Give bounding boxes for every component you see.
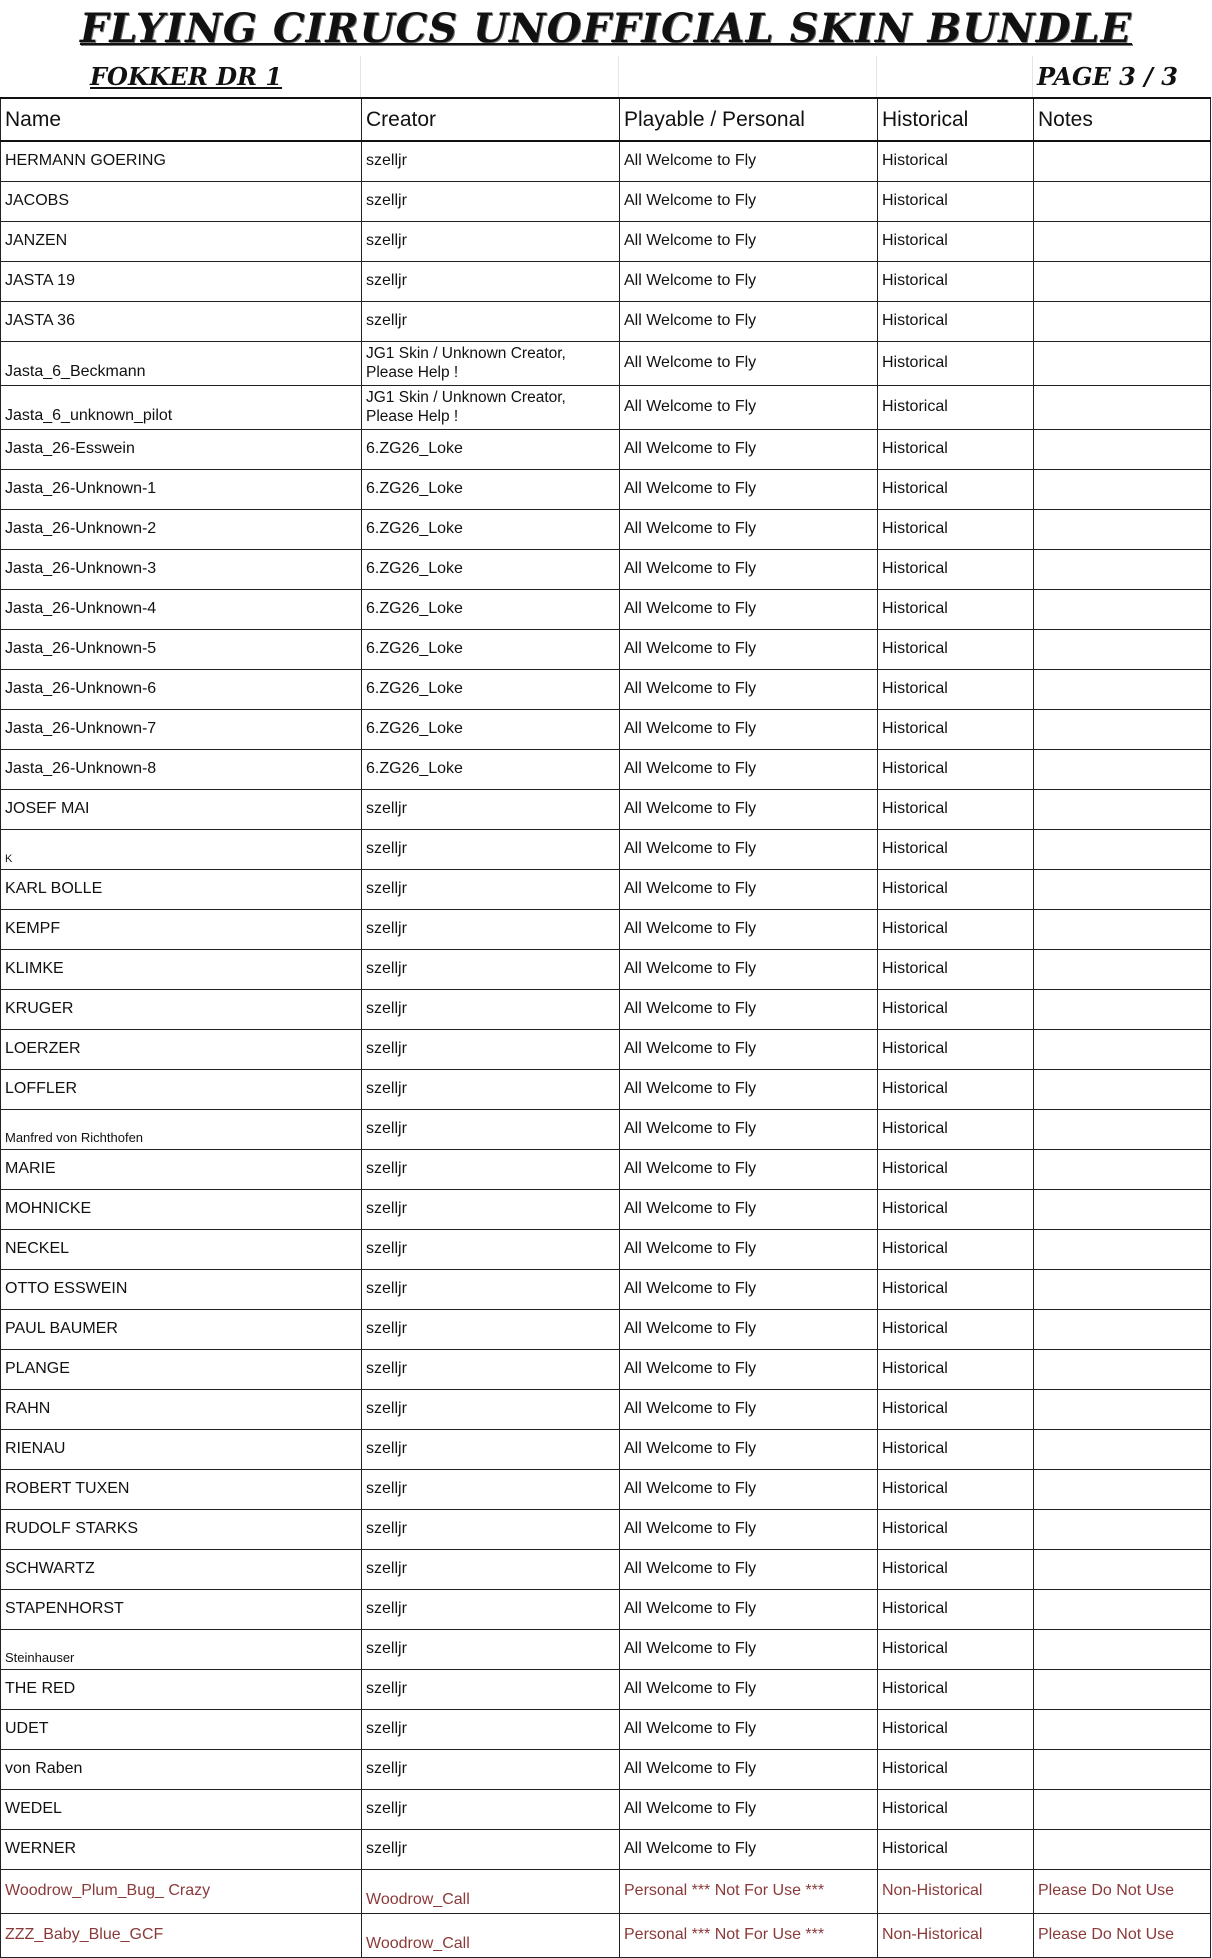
cell-notes: [1034, 1829, 1211, 1869]
cell-notes: [1034, 1749, 1211, 1789]
cell-creator: 6.ZG26_Loke: [362, 549, 620, 589]
cell-creator: Woodrow_Call: [362, 1869, 620, 1913]
cell-name: WEDEL: [1, 1789, 362, 1829]
cell-notes: [1034, 301, 1211, 341]
cell-notes: [1034, 1109, 1211, 1149]
cell-creator: szelljr: [362, 301, 620, 341]
cell-creator: szelljr: [362, 141, 620, 181]
table-row: [1, 1709, 1211, 1749]
cell-notes: [1034, 709, 1211, 749]
cell-notes: [1034, 1029, 1211, 1069]
cell-notes: [1034, 1149, 1211, 1189]
table-row: [1, 1429, 1211, 1469]
table-row: [1, 1829, 1211, 1869]
cell-playable: All Welcome to Fly: [620, 549, 878, 589]
table-row: [1, 669, 1211, 709]
cell-historical: Historical: [878, 1389, 1034, 1429]
cell-historical: Historical: [878, 669, 1034, 709]
cell-historical: Historical: [878, 709, 1034, 749]
subheader-cell: [361, 56, 619, 98]
aircraft-name: FOKKER DR 1: [90, 62, 283, 91]
cell-name: Jasta_26-Unknown-3: [1, 549, 362, 589]
table-row: [1, 1669, 1211, 1709]
table-row: [1, 1629, 1211, 1669]
cell-creator: Woodrow_Call: [362, 1913, 620, 1957]
cell-playable: All Welcome to Fly: [620, 869, 878, 909]
cell-historical: Historical: [878, 1309, 1034, 1349]
table-row: [1, 1789, 1211, 1829]
cell-name: Woodrow_Plum_Bug_ Crazy: [1, 1869, 362, 1913]
cell-creator: 6.ZG26_Loke: [362, 469, 620, 509]
table-row: [1, 949, 1211, 989]
cell-playable: All Welcome to Fly: [620, 1069, 878, 1109]
cell-notes: [1034, 429, 1211, 469]
cell-historical: Historical: [878, 385, 1034, 429]
cell-name: Jasta_26-Unknown-6: [1, 669, 362, 709]
cell-creator: szelljr: [362, 909, 620, 949]
cell-name: KEMPF: [1, 909, 362, 949]
table-row: [1, 1509, 1211, 1549]
cell-name: ZZZ_Baby_Blue_GCF: [1, 1913, 362, 1957]
cell-historical: Historical: [878, 949, 1034, 989]
table-row: [1, 909, 1211, 949]
table-row: [1, 1109, 1211, 1149]
cell-playable: All Welcome to Fly: [620, 629, 878, 669]
cell-historical: Historical: [878, 1669, 1034, 1709]
cell-historical: Historical: [878, 221, 1034, 261]
table-row: [1, 429, 1211, 469]
table-row: [1, 301, 1211, 341]
cell-notes: [1034, 509, 1211, 549]
subheader-cell: [877, 56, 1033, 98]
column-header-playable: Playable / Personal: [620, 98, 878, 141]
cell-name: Jasta_26-Unknown-5: [1, 629, 362, 669]
cell-name: K: [1, 829, 362, 869]
cell-playable: All Welcome to Fly: [620, 989, 878, 1029]
table-row: [1, 261, 1211, 301]
cell-notes: [1034, 669, 1211, 709]
cell-playable: All Welcome to Fly: [620, 749, 878, 789]
cell-notes: [1034, 181, 1211, 221]
table-row: [1, 1029, 1211, 1069]
column-header-name: Name: [1, 98, 362, 141]
cell-notes: [1034, 1509, 1211, 1549]
table-row: [1, 141, 1211, 181]
cell-notes: [1034, 1709, 1211, 1749]
cell-playable: All Welcome to Fly: [620, 1269, 878, 1309]
cell-historical: Historical: [878, 1709, 1034, 1749]
table-row: [1, 749, 1211, 789]
cell-notes: [1034, 829, 1211, 869]
cell-creator: 6.ZG26_Loke: [362, 509, 620, 549]
cell-name: PLANGE: [1, 1349, 362, 1389]
table-row: [1, 789, 1211, 829]
cell-historical: Historical: [878, 1509, 1034, 1549]
table-row: [1, 1469, 1211, 1509]
table-row: [1, 549, 1211, 589]
table-row: [1, 1869, 1211, 1913]
cell-name: Jasta_26-Unknown-7: [1, 709, 362, 749]
cell-creator: szelljr: [362, 1789, 620, 1829]
cell-playable: All Welcome to Fly: [620, 141, 878, 181]
cell-name: Jasta_26-Unknown-4: [1, 589, 362, 629]
table-row: [1, 869, 1211, 909]
cell-creator: 6.ZG26_Loke: [362, 709, 620, 749]
cell-historical: Historical: [878, 509, 1034, 549]
cell-playable: All Welcome to Fly: [620, 261, 878, 301]
cell-notes: [1034, 261, 1211, 301]
cell-historical: Historical: [878, 1549, 1034, 1589]
cell-historical: Historical: [878, 1069, 1034, 1109]
cell-historical: Historical: [878, 181, 1034, 221]
table-header-row: [1, 98, 1211, 141]
cell-creator: szelljr: [362, 1709, 620, 1749]
table-row: [1, 469, 1211, 509]
cell-playable: All Welcome to Fly: [620, 1229, 878, 1269]
cell-playable: All Welcome to Fly: [620, 469, 878, 509]
cell-name: MARIE: [1, 1149, 362, 1189]
cell-notes: [1034, 341, 1211, 385]
cell-creator: 6.ZG26_Loke: [362, 629, 620, 669]
cell-creator: 6.ZG26_Loke: [362, 669, 620, 709]
cell-playable: All Welcome to Fly: [620, 429, 878, 469]
cell-name: Jasta_26-Esswein: [1, 429, 362, 469]
cell-historical: Non-Historical: [878, 1913, 1034, 1957]
cell-playable: All Welcome to Fly: [620, 509, 878, 549]
cell-notes: [1034, 749, 1211, 789]
cell-playable: All Welcome to Fly: [620, 589, 878, 629]
cell-historical: Historical: [878, 629, 1034, 669]
table-row: [1, 829, 1211, 869]
cell-creator: 6.ZG26_Loke: [362, 749, 620, 789]
table-row: [1, 1189, 1211, 1229]
cell-name: JANZEN: [1, 221, 362, 261]
table-row: [1, 989, 1211, 1029]
cell-creator: szelljr: [362, 1429, 620, 1469]
cell-historical: Historical: [878, 261, 1034, 301]
table-row: [1, 341, 1211, 385]
cell-creator: szelljr: [362, 949, 620, 989]
cell-name: ROBERT TUXEN: [1, 1469, 362, 1509]
cell-historical: Historical: [878, 789, 1034, 829]
cell-historical: Historical: [878, 1829, 1034, 1869]
cell-creator: szelljr: [362, 1309, 620, 1349]
cell-creator: szelljr: [362, 1509, 620, 1549]
cell-name: JACOBS: [1, 181, 362, 221]
table-row: [1, 1913, 1211, 1957]
cell-playable: All Welcome to Fly: [620, 949, 878, 989]
cell-notes: [1034, 1229, 1211, 1269]
cell-notes: Please Do Not Use: [1034, 1869, 1211, 1913]
cell-notes: Please Do Not Use: [1034, 1913, 1211, 1957]
table-row: [1, 1149, 1211, 1189]
cell-notes: [1034, 869, 1211, 909]
cell-historical: Historical: [878, 549, 1034, 589]
document-title: FLYING CIRUCS UNOFFICIAL SKIN BUNDLE: [79, 4, 1133, 52]
table-row: [1, 1269, 1211, 1309]
cell-playable: All Welcome to Fly: [620, 1349, 878, 1389]
cell-name: HERMANN GOERING: [1, 141, 362, 181]
cell-notes: [1034, 1469, 1211, 1509]
cell-historical: Historical: [878, 1429, 1034, 1469]
cell-playable: All Welcome to Fly: [620, 1149, 878, 1189]
subheader-cell: [619, 56, 877, 98]
cell-creator: szelljr: [362, 1749, 620, 1789]
cell-creator: szelljr: [362, 1189, 620, 1229]
cell-playable: All Welcome to Fly: [620, 669, 878, 709]
cell-playable: All Welcome to Fly: [620, 1029, 878, 1069]
table-row: [1, 629, 1211, 669]
column-header-creator: Creator: [362, 98, 620, 141]
cell-playable: All Welcome to Fly: [620, 1789, 878, 1829]
cell-playable: All Welcome to Fly: [620, 385, 878, 429]
cell-historical: Historical: [878, 1789, 1034, 1829]
cell-creator: szelljr: [362, 1149, 620, 1189]
cell-notes: [1034, 1589, 1211, 1629]
cell-name: Jasta_26-Unknown-1: [1, 469, 362, 509]
cell-name: THE RED: [1, 1669, 362, 1709]
cell-playable: All Welcome to Fly: [620, 1829, 878, 1869]
cell-notes: [1034, 549, 1211, 589]
table-row: [1, 221, 1211, 261]
cell-name: SCHWARTZ: [1, 1549, 362, 1589]
table-row: [1, 1749, 1211, 1789]
cell-historical: Historical: [878, 429, 1034, 469]
cell-creator: szelljr: [362, 1389, 620, 1429]
column-header-notes: Notes: [1034, 98, 1211, 141]
cell-notes: [1034, 629, 1211, 669]
cell-notes: [1034, 909, 1211, 949]
cell-name: WERNER: [1, 1829, 362, 1869]
table-row: [1, 709, 1211, 749]
cell-name: Jasta_26-Unknown-8: [1, 749, 362, 789]
cell-name: Jasta_26-Unknown-2: [1, 509, 362, 549]
cell-playable: All Welcome to Fly: [620, 1429, 878, 1469]
cell-notes: [1034, 1669, 1211, 1709]
cell-name: RAHN: [1, 1389, 362, 1429]
cell-historical: Historical: [878, 829, 1034, 869]
cell-creator: szelljr: [362, 829, 620, 869]
cell-name: KRUGER: [1, 989, 362, 1029]
cell-creator: 6.ZG26_Loke: [362, 429, 620, 469]
cell-notes: [1034, 1389, 1211, 1429]
cell-name: von Raben: [1, 1749, 362, 1789]
table-row: [1, 1069, 1211, 1109]
cell-notes: [1034, 1629, 1211, 1669]
cell-notes: [1034, 789, 1211, 829]
cell-playable: All Welcome to Fly: [620, 909, 878, 949]
cell-historical: Historical: [878, 1229, 1034, 1269]
cell-name: LOERZER: [1, 1029, 362, 1069]
cell-playable: All Welcome to Fly: [620, 1189, 878, 1229]
cell-historical: Historical: [878, 301, 1034, 341]
cell-playable: All Welcome to Fly: [620, 1589, 878, 1629]
cell-playable: All Welcome to Fly: [620, 829, 878, 869]
cell-playable: All Welcome to Fly: [620, 1109, 878, 1149]
cell-creator: szelljr: [362, 1629, 620, 1669]
cell-playable: All Welcome to Fly: [620, 1509, 878, 1549]
cell-creator: szelljr: [362, 1229, 620, 1269]
table-row: [1, 1229, 1211, 1269]
cell-name: JASTA 19: [1, 261, 362, 301]
cell-notes: [1034, 1549, 1211, 1589]
cell-playable: Personal *** Not For Use ***: [620, 1913, 878, 1957]
cell-notes: [1034, 589, 1211, 629]
cell-creator: szelljr: [362, 1469, 620, 1509]
cell-creator: JG1 Skin / Unknown Creator, Please Help !: [362, 385, 620, 429]
cell-name: LOFFLER: [1, 1069, 362, 1109]
skin-table: [0, 97, 1211, 1958]
cell-playable: All Welcome to Fly: [620, 1629, 878, 1669]
cell-historical: Historical: [878, 1589, 1034, 1629]
table-row: [1, 1549, 1211, 1589]
cell-name: Jasta_6_unknown_pilot: [1, 385, 362, 429]
table-row: [1, 1349, 1211, 1389]
cell-notes: [1034, 1349, 1211, 1389]
cell-playable: All Welcome to Fly: [620, 1749, 878, 1789]
cell-creator: szelljr: [362, 1069, 620, 1109]
cell-name: JOSEF MAI: [1, 789, 362, 829]
cell-historical: Historical: [878, 749, 1034, 789]
cell-historical: Non-Historical: [878, 1869, 1034, 1913]
cell-creator: szelljr: [362, 1269, 620, 1309]
cell-notes: [1034, 221, 1211, 261]
cell-playable: All Welcome to Fly: [620, 1389, 878, 1429]
cell-creator: szelljr: [362, 1549, 620, 1589]
cell-creator: szelljr: [362, 1029, 620, 1069]
cell-notes: [1034, 1789, 1211, 1829]
cell-playable: All Welcome to Fly: [620, 301, 878, 341]
table-row: [1, 1309, 1211, 1349]
cell-name: UDET: [1, 1709, 362, 1749]
cell-historical: Historical: [878, 1749, 1034, 1789]
cell-notes: [1034, 385, 1211, 429]
cell-notes: [1034, 1189, 1211, 1229]
cell-name: STAPENHORST: [1, 1589, 362, 1629]
cell-creator: szelljr: [362, 1829, 620, 1869]
cell-playable: All Welcome to Fly: [620, 709, 878, 749]
cell-historical: Historical: [878, 1469, 1034, 1509]
cell-historical: Historical: [878, 1189, 1034, 1229]
cell-creator: szelljr: [362, 181, 620, 221]
cell-playable: All Welcome to Fly: [620, 1469, 878, 1509]
cell-historical: Historical: [878, 869, 1034, 909]
cell-creator: JG1 Skin / Unknown Creator, Please Help !: [362, 341, 620, 385]
cell-historical: Historical: [878, 589, 1034, 629]
cell-name: RUDOLF STARKS: [1, 1509, 362, 1549]
cell-notes: [1034, 1069, 1211, 1109]
cell-playable: Personal *** Not For Use ***: [620, 1869, 878, 1913]
cell-playable: All Welcome to Fly: [620, 1709, 878, 1749]
table-row: [1, 509, 1211, 549]
cell-creator: szelljr: [362, 789, 620, 829]
cell-historical: Historical: [878, 989, 1034, 1029]
cell-playable: All Welcome to Fly: [620, 1669, 878, 1709]
cell-name: Steinhauser: [1, 1629, 362, 1669]
cell-historical: Historical: [878, 909, 1034, 949]
cell-creator: szelljr: [362, 1349, 620, 1389]
cell-playable: All Welcome to Fly: [620, 789, 878, 829]
cell-playable: All Welcome to Fly: [620, 181, 878, 221]
table-row: [1, 181, 1211, 221]
cell-name: NECKEL: [1, 1229, 362, 1269]
cell-name: KARL BOLLE: [1, 869, 362, 909]
cell-name: PAUL BAUMER: [1, 1309, 362, 1349]
cell-notes: [1034, 1429, 1211, 1469]
cell-notes: [1034, 141, 1211, 181]
cell-name: KLIMKE: [1, 949, 362, 989]
cell-historical: Historical: [878, 1149, 1034, 1189]
table-row: [1, 589, 1211, 629]
cell-name: JASTA 36: [1, 301, 362, 341]
cell-historical: Historical: [878, 469, 1034, 509]
cell-creator: szelljr: [362, 1589, 620, 1629]
cell-creator: szelljr: [362, 1109, 620, 1149]
cell-historical: Historical: [878, 341, 1034, 385]
cell-creator: szelljr: [362, 989, 620, 1029]
cell-notes: [1034, 1309, 1211, 1349]
page-indicator: PAGE 3 / 3: [1037, 62, 1178, 91]
cell-historical: Historical: [878, 1269, 1034, 1309]
table-row: [1, 1589, 1211, 1629]
cell-name: RIENAU: [1, 1429, 362, 1469]
cell-creator: szelljr: [362, 261, 620, 301]
cell-notes: [1034, 1269, 1211, 1309]
cell-playable: All Welcome to Fly: [620, 1309, 878, 1349]
cell-playable: All Welcome to Fly: [620, 1549, 878, 1589]
cell-creator: szelljr: [362, 869, 620, 909]
column-header-historical: Historical: [878, 98, 1034, 141]
cell-historical: Historical: [878, 141, 1034, 181]
cell-playable: All Welcome to Fly: [620, 221, 878, 261]
cell-historical: Historical: [878, 1629, 1034, 1669]
cell-name: Manfred von Richthofen: [1, 1109, 362, 1149]
cell-notes: [1034, 469, 1211, 509]
cell-historical: Historical: [878, 1029, 1034, 1069]
cell-creator: szelljr: [362, 1669, 620, 1709]
cell-playable: All Welcome to Fly: [620, 341, 878, 385]
cell-creator: 6.ZG26_Loke: [362, 589, 620, 629]
table-row: [1, 1389, 1211, 1429]
cell-historical: Historical: [878, 1109, 1034, 1149]
cell-name: Jasta_6_Beckmann: [1, 341, 362, 385]
cell-notes: [1034, 989, 1211, 1029]
cell-name: OTTO ESSWEIN: [1, 1269, 362, 1309]
cell-creator: szelljr: [362, 221, 620, 261]
table-row: [1, 385, 1211, 429]
cell-notes: [1034, 949, 1211, 989]
cell-historical: Historical: [878, 1349, 1034, 1389]
cell-name: MOHNICKE: [1, 1189, 362, 1229]
